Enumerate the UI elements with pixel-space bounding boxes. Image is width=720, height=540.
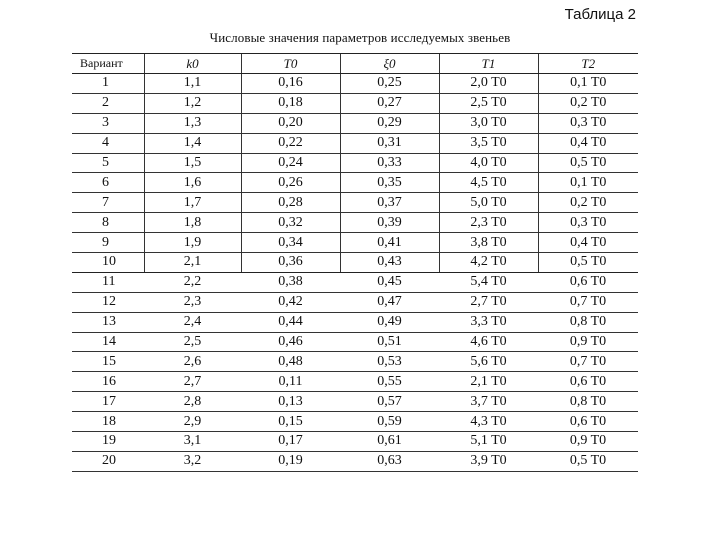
cell-t2: 0,6 T0 [538, 372, 638, 392]
table-row [72, 332, 638, 352]
cell-variant: 1 [72, 74, 144, 94]
cell-k0: 2,8 [144, 392, 241, 412]
cell-xi0: 0,39 [340, 213, 439, 233]
cell-variant: 6 [72, 173, 144, 193]
header-variant: Вариант [72, 54, 144, 74]
cell-t0: 0,11 [241, 372, 340, 392]
cell-variant: 12 [72, 292, 144, 312]
table-row [72, 412, 638, 432]
cell-t0: 0,28 [241, 193, 340, 213]
cell-xi0: 0,61 [340, 432, 439, 452]
cell-t0: 0,42 [241, 292, 340, 312]
cell-t0: 0,20 [241, 113, 340, 133]
cell-t1: 3,0 T0 [439, 113, 538, 133]
cell-k0: 2,4 [144, 312, 241, 332]
cell-xi0: 0,47 [340, 292, 439, 312]
cell-k0: 1,1 [144, 74, 241, 94]
cell-variant: 11 [72, 272, 144, 292]
cell-k0: 1,8 [144, 213, 241, 233]
cell-xi0: 0,29 [340, 113, 439, 133]
cell-k0: 2,3 [144, 292, 241, 312]
cell-variant: 13 [72, 312, 144, 332]
cell-t0: 0,36 [241, 253, 340, 273]
cell-variant: 15 [72, 352, 144, 372]
table-row [72, 193, 638, 213]
cell-xi0: 0,51 [340, 332, 439, 352]
table-row [72, 233, 638, 253]
cell-t2: 0,5 T0 [538, 153, 638, 173]
header-t1: T1 [439, 54, 538, 74]
cell-t1: 2,3 T0 [439, 213, 538, 233]
cell-xi0: 0,25 [340, 74, 439, 94]
cell-t1: 2,5 T0 [439, 93, 538, 113]
cell-xi0: 0,55 [340, 372, 439, 392]
cell-t1: 5,4 T0 [439, 272, 538, 292]
cell-xi0: 0,31 [340, 133, 439, 153]
table-row [72, 74, 638, 94]
cell-t1: 3,9 T0 [439, 451, 538, 471]
cell-variant: 3 [72, 113, 144, 133]
cell-t0: 0,24 [241, 153, 340, 173]
cell-k0: 2,5 [144, 332, 241, 352]
table-row [72, 372, 638, 392]
cell-xi0: 0,45 [340, 272, 439, 292]
table-row [72, 272, 638, 292]
cell-t1: 2,7 T0 [439, 292, 538, 312]
cell-t2: 0,1 T0 [538, 74, 638, 94]
cell-t1: 5,0 T0 [439, 193, 538, 213]
cell-t0: 0,46 [241, 332, 340, 352]
cell-t1: 4,0 T0 [439, 153, 538, 173]
cell-k0: 1,3 [144, 113, 241, 133]
cell-xi0: 0,27 [340, 93, 439, 113]
header-k0: k0 [144, 54, 241, 74]
cell-t1: 4,5 T0 [439, 173, 538, 193]
cell-k0: 1,6 [144, 173, 241, 193]
cell-k0: 2,9 [144, 412, 241, 432]
cell-xi0: 0,43 [340, 253, 439, 273]
cell-t0: 0,34 [241, 233, 340, 253]
cell-k0: 3,1 [144, 432, 241, 452]
cell-xi0: 0,59 [340, 412, 439, 432]
cell-t0: 0,17 [241, 432, 340, 452]
cell-t2: 0,6 T0 [538, 272, 638, 292]
cell-t1: 4,2 T0 [439, 253, 538, 273]
table-header-row [72, 54, 638, 74]
table-row [72, 213, 638, 233]
table-row [72, 93, 638, 113]
cell-k0: 1,9 [144, 233, 241, 253]
cell-t1: 4,6 T0 [439, 332, 538, 352]
parameters-table [72, 53, 638, 472]
table-row [72, 312, 638, 332]
cell-variant: 20 [72, 451, 144, 471]
cell-t0: 0,48 [241, 352, 340, 372]
table-row [72, 153, 638, 173]
cell-xi0: 0,49 [340, 312, 439, 332]
table-row [72, 392, 638, 412]
cell-t2: 0,2 T0 [538, 193, 638, 213]
cell-t2: 0,6 T0 [538, 412, 638, 432]
cell-t0: 0,16 [241, 74, 340, 94]
cell-variant: 14 [72, 332, 144, 352]
cell-t1: 2,0 T0 [439, 74, 538, 94]
cell-xi0: 0,37 [340, 193, 439, 213]
table-row [72, 133, 638, 153]
cell-k0: 2,6 [144, 352, 241, 372]
cell-variant: 4 [72, 133, 144, 153]
cell-t2: 0,4 T0 [538, 233, 638, 253]
cell-t0: 0,18 [241, 93, 340, 113]
cell-variant: 10 [72, 253, 144, 273]
cell-t2: 0,7 T0 [538, 352, 638, 372]
cell-t2: 0,4 T0 [538, 133, 638, 153]
cell-t0: 0,15 [241, 412, 340, 432]
table-row [72, 292, 638, 312]
cell-xi0: 0,41 [340, 233, 439, 253]
cell-xi0: 0,57 [340, 392, 439, 412]
cell-k0: 3,2 [144, 451, 241, 471]
cell-variant: 2 [72, 93, 144, 113]
cell-t2: 0,9 T0 [538, 432, 638, 452]
cell-t2: 0,5 T0 [538, 253, 638, 273]
cell-t1: 5,1 T0 [439, 432, 538, 452]
cell-variant: 17 [72, 392, 144, 412]
cell-t0: 0,32 [241, 213, 340, 233]
table-row [72, 173, 638, 193]
cell-t1: 4,3 T0 [439, 412, 538, 432]
cell-t0: 0,26 [241, 173, 340, 193]
table-row [72, 352, 638, 372]
cell-t2: 0,1 T0 [538, 173, 638, 193]
cell-t0: 0,19 [241, 451, 340, 471]
cell-t0: 0,44 [241, 312, 340, 332]
cell-variant: 19 [72, 432, 144, 452]
cell-t2: 0,8 T0 [538, 392, 638, 412]
slide-label: Таблица 2 [564, 6, 636, 23]
cell-variant: 9 [72, 233, 144, 253]
cell-variant: 7 [72, 193, 144, 213]
table-row [72, 253, 638, 273]
cell-t2: 0,9 T0 [538, 332, 638, 352]
cell-t2: 0,7 T0 [538, 292, 638, 312]
cell-t0: 0,22 [241, 133, 340, 153]
cell-k0: 2,1 [144, 253, 241, 273]
cell-xi0: 0,33 [340, 153, 439, 173]
header-xi0: ξ0 [340, 54, 439, 74]
cell-t2: 0,3 T0 [538, 213, 638, 233]
cell-k0: 1,2 [144, 93, 241, 113]
table-body [72, 74, 638, 472]
cell-xi0: 0,53 [340, 352, 439, 372]
cell-variant: 5 [72, 153, 144, 173]
header-t2: T2 [538, 54, 638, 74]
cell-t1: 5,6 T0 [439, 352, 538, 372]
cell-k0: 1,7 [144, 193, 241, 213]
cell-t1: 3,7 T0 [439, 392, 538, 412]
cell-t0: 0,38 [241, 272, 340, 292]
cell-k0: 2,7 [144, 372, 241, 392]
cell-t2: 0,8 T0 [538, 312, 638, 332]
table-caption: Числовые значения параметров исследуемых звеньев [209, 30, 511, 45]
table-row [72, 451, 638, 471]
cell-k0: 2,2 [144, 272, 241, 292]
cell-t1: 3,3 T0 [439, 312, 538, 332]
cell-k0: 1,5 [144, 153, 241, 173]
cell-t2: 0,5 T0 [538, 451, 638, 471]
table-row [72, 432, 638, 452]
header-t0: T0 [241, 54, 340, 74]
cell-xi0: 0,35 [340, 173, 439, 193]
cell-t2: 0,2 T0 [538, 93, 638, 113]
cell-variant: 18 [72, 412, 144, 432]
cell-t2: 0,3 T0 [538, 113, 638, 133]
cell-t1: 2,1 T0 [439, 372, 538, 392]
cell-t1: 3,8 T0 [439, 233, 538, 253]
cell-k0: 1,4 [144, 133, 241, 153]
cell-xi0: 0,63 [340, 451, 439, 471]
cell-variant: 8 [72, 213, 144, 233]
cell-variant: 16 [72, 372, 144, 392]
cell-t1: 3,5 T0 [439, 133, 538, 153]
cell-t0: 0,13 [241, 392, 340, 412]
table-row [72, 113, 638, 133]
